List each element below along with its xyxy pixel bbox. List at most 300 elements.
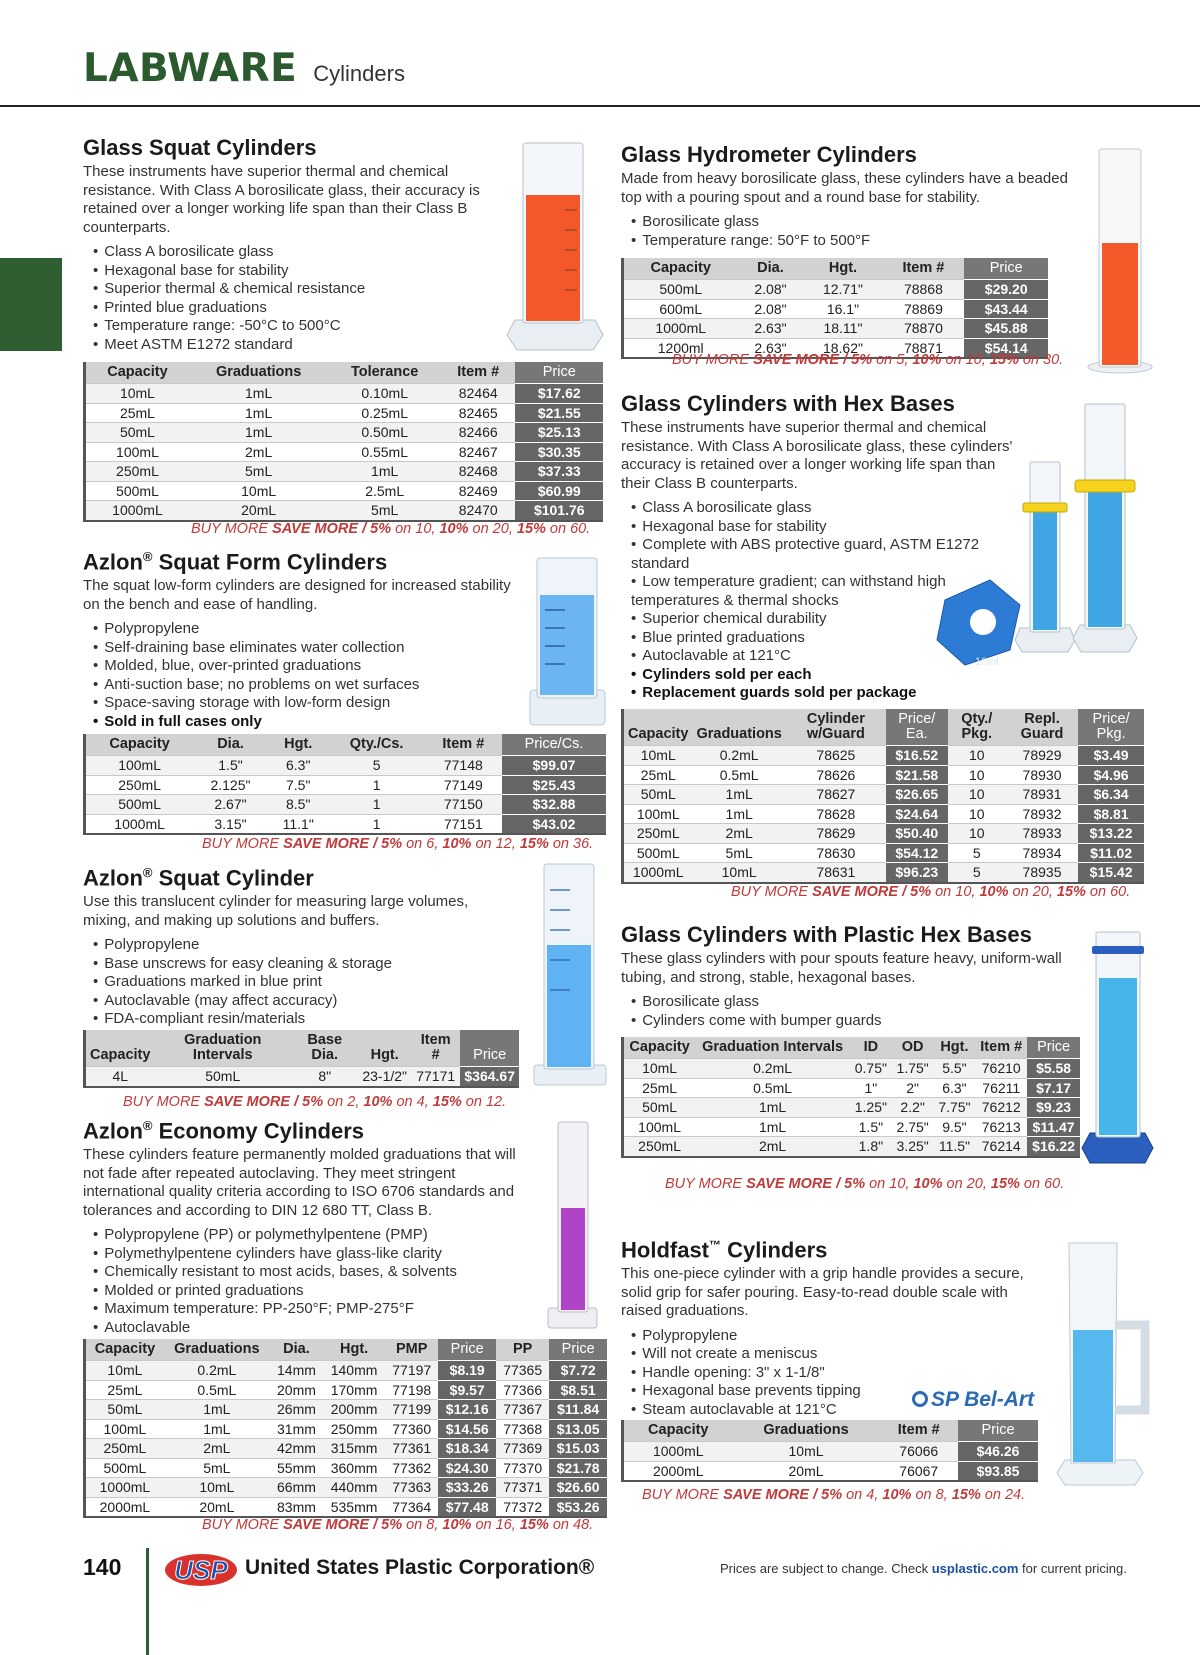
feature-item-bold: • Replacement guards sold per package [631,684,1021,703]
price-cell: $93.85 [958,1461,1038,1481]
price-each-cell: $16.52 [886,746,948,766]
table-header-row [623,258,1049,280]
dia-cell: 3.15" [193,814,268,834]
graduations-cell: 1mL [189,384,328,404]
dia-cell: 20mm [270,1380,323,1400]
feature-item: • Graduations marked in blue print [93,973,513,992]
pmp-item-cell: 77197 [385,1361,438,1381]
capacity-cell: 1000mL [623,863,693,883]
od-cell: 2.2" [892,1098,934,1118]
table-row [85,756,607,776]
price-cell: $54.14 [964,338,1048,358]
feature-item: • Polypropylene [93,620,523,639]
item-cell: 76067 [879,1461,958,1481]
website-link[interactable]: usplastic.com [931,1561,1019,1576]
item-cell: 82467 [441,442,516,462]
price-cell: $45.88 [964,319,1048,339]
section-heading: Glass Cylinders with Hex Bases [621,391,955,416]
table-row [85,1478,608,1498]
buy-more-text: BUY MORE [665,1176,747,1192]
hydrometer-section [621,142,1081,250]
col-item: Item # [879,1420,958,1442]
price-each-cell: $54.12 [886,843,948,863]
tier-text: on 4, [842,1487,883,1503]
qty-cell: 5 [948,843,1006,863]
col-pp-price: Price [549,1339,607,1361]
pmp-price-cell: $18.34 [438,1439,496,1459]
pp-item-cell: 77368 [496,1419,549,1439]
col-price: Price [964,258,1048,280]
notice-text: for current pricing. [1018,1561,1127,1576]
pp-price-cell: $21.78 [549,1458,607,1478]
dia-cell: 14mm [270,1361,323,1381]
item-cell: 82466 [441,423,516,443]
table-header-row [623,1037,1081,1059]
table-row [85,795,607,815]
buy-more-text: BUY MORE [191,521,273,537]
tier-text: on 48. [548,1517,594,1533]
dia-cell: 31mm [270,1419,323,1439]
cylinder-item-cell: 78625 [786,746,886,766]
item-cell: 78871 [882,338,964,358]
pmp-price-cell: $33.26 [438,1478,496,1498]
hgt-cell: 7.5" [268,775,329,795]
price-cell: $364.67 [460,1067,519,1087]
tier-text: on 10, [391,521,440,537]
plastic-hex-image [1080,928,1155,1168]
pmp-price-cell: $24.30 [438,1458,496,1478]
price-cell: $43.02 [502,814,606,834]
buy-more-banner [672,352,1063,368]
section-description: These glass cylinders with pour spouts feature heavy, uniform-wall tubing, and strong, stable, hexagonal bases. [621,950,1062,986]
item-cell: 76212 [975,1098,1027,1118]
item-cell: 77149 [425,775,503,795]
plastic-hex-section [621,922,1071,1030]
graduations-cell: 5mL [164,1458,270,1478]
col-price: Price [958,1420,1038,1442]
company-name: United States Plastic Corporation® [245,1556,595,1579]
section-heading: Glass Cylinders with Plastic Hex Bases [621,922,1032,947]
col-capacity: Capacity [85,362,189,384]
qty-cell: 10 [948,746,1006,766]
hex-base-image [935,400,1145,680]
table-row [623,299,1049,319]
capacity-cell: 25mL [85,1380,164,1400]
graduations-cell: 10mL [733,1442,880,1462]
cylinder-item-cell: 78630 [786,843,886,863]
capacity-cell: 100mL [85,756,194,776]
capacity-cell: 250mL [85,1439,164,1459]
item-cell: 78870 [882,319,964,339]
col-dia: Dia. [270,1339,323,1361]
pp-item-cell: 77372 [496,1497,549,1517]
notice-text: Prices are subject to change. Check [720,1561,932,1576]
feature-list [631,993,1071,1030]
tier-percent: 10% [912,352,942,368]
brand-text: SP Bel-Art [931,1388,1035,1411]
capacity-cell: 50mL [85,1400,164,1420]
tier-percent: 15% [990,1176,1020,1192]
feature-item: • Polymethylpentene cylinders have glass-like clarity [93,1245,533,1264]
feature-item: • Autoclavable [93,1319,533,1338]
col-base-dia: Base Dia. [291,1030,358,1067]
item-cell: 77150 [425,795,503,815]
col-item: Item # [975,1037,1027,1059]
hgt-cell: 11.5" [934,1137,976,1157]
graduations-cell: 10mL [692,863,785,883]
graduations-cell: 1mL [692,804,785,824]
col-hgt: Hgt. [323,1339,385,1361]
feature-item: • Base unscrews for easy cleaning & storage [93,955,513,974]
buy-more-text: BUY MORE [202,836,284,852]
qty-cell: 5 [948,863,1006,883]
col-price-pkg: Price/ Pkg. [1078,709,1144,746]
tier-text: on 10, [865,1176,914,1192]
table-row [623,1461,1039,1481]
feature-item: • Meet ASTM E1272 standard [93,336,503,355]
graduations-cell: 2mL [164,1439,270,1459]
item-cell: 77171 [411,1067,460,1087]
buy-more-text: BUY MORE [731,884,813,900]
col-graduations: Graduations [692,709,785,746]
col-capacity: Capacity [85,1030,155,1067]
col-price: Price [1027,1037,1080,1059]
tier-text: on 12, [471,836,520,852]
table-header-row [85,362,604,384]
interval-cell: 1mL [695,1117,850,1137]
buy-more-banner [191,521,590,537]
feature-item: • Autoclavable at 121°C [631,647,1021,666]
table-row [623,765,1145,785]
table-row [85,462,604,482]
tier-text: on 4, [392,1094,433,1110]
dia-cell: 66mm [270,1478,323,1498]
capacity-cell: 4L [85,1067,155,1087]
price-cell: $32.88 [502,795,606,815]
col-price: Price [460,1030,519,1067]
qty-cell: 10 [948,765,1006,785]
page-header [83,46,405,94]
logo-text: USP [174,1555,228,1585]
graduations-cell: 0.5mL [692,765,785,785]
price-each-cell: $50.40 [886,824,948,844]
cylinder-item-cell: 78631 [786,863,886,883]
hgt-cell: 315mm [323,1439,385,1459]
pmp-item-cell: 77361 [385,1439,438,1459]
id-cell: 1.25" [850,1098,892,1118]
capacity-cell: 250mL [85,462,189,482]
feature-item: • Polypropylene [631,1327,1041,1346]
table-header-row [623,709,1145,746]
capacity-cell: 1000mL [623,1442,733,1462]
cylinder-item-cell: 78626 [786,765,886,785]
feature-item: • Borosilicate glass [631,993,1071,1012]
feature-item: • Temperature range: 50°F to 500°F [631,232,1081,251]
table-row [85,1400,608,1420]
dia-cell: 2.67" [193,795,268,815]
feature-item: • Handle opening: 3" x 1-1/8" [631,1364,1041,1383]
plastic-hex-table [621,1037,1080,1158]
feature-item: • Anti-suction base; no problems on wet surfaces [93,676,523,695]
header-divider [0,105,1200,107]
cylinder-item-cell: 78627 [786,785,886,805]
section-description: These instruments have superior thermal and chemical resistance. With Class A borosilicate glass, these cylinders' accuracy is retained over a longer working life span than their Class B counterparts. [621,419,1013,492]
dia-cell: 2.08" [737,299,803,319]
hgt-cell: 360mm [323,1458,385,1478]
pmp-price-cell: $8.19 [438,1361,496,1381]
capacity-cell: 2000mL [85,1497,164,1517]
feature-item: • FDA-compliant resin/materials [93,1010,513,1029]
col-id: ID [850,1037,892,1059]
capacity-cell: 1000mL [85,1478,164,1498]
col-graduations: Graduations [164,1339,270,1361]
azlon-squat-cylinder-section [83,860,513,1029]
pp-item-cell: 77366 [496,1380,549,1400]
tier-percent: 15% [1056,884,1086,900]
hgt-cell: 250mm [323,1419,385,1439]
base-dia-cell: 8" [291,1067,358,1087]
item-cell: 82469 [441,481,516,501]
col-cylinder: Cylinder w/Guard [786,709,886,746]
tier-percent: 15% [519,836,549,852]
capacity-cell: 50mL [623,785,693,805]
feature-item: • Space-saving storage with low-form design [93,694,523,713]
dia-cell: 1.5" [193,756,268,776]
col-graduations: Graduations [733,1420,880,1442]
hgt-cell: 9.5" [934,1117,976,1137]
feature-list [631,213,1081,250]
tier-text: on 24. [980,1487,1026,1503]
feature-item: • Molded or printed graduations [93,1282,533,1301]
hgt-cell: 18.11" [804,319,883,339]
interval-cell: 0.5mL [695,1078,850,1098]
guard-label: 10ml [975,656,999,668]
price-pkg-cell: $11.02 [1078,843,1144,863]
item-cell: 76214 [975,1137,1027,1157]
col-pmp-price: Price [438,1339,496,1361]
feature-item: • Borosilicate glass [631,213,1081,232]
tolerance-cell: 0.10mL [328,384,441,404]
azlon-squat-form-image [525,550,610,730]
price-cell: $29.20 [964,280,1048,300]
side-tab [0,258,62,351]
capacity-cell: 10mL [85,1361,164,1381]
pp-item-cell: 77370 [496,1458,549,1478]
buy-more-banner [202,836,593,852]
glass-squat-table [83,362,603,522]
capacity-cell: 100mL [85,442,189,462]
tier-text: on 12. [461,1094,507,1110]
tier-percent: 15% [989,352,1019,368]
footer-divider [146,1548,149,1655]
tier-percent: 10% [442,836,472,852]
interval-cell: 2mL [695,1137,850,1157]
hgt-cell: 6.3" [934,1078,976,1098]
price-cell: $17.62 [515,384,603,404]
col-price: Price/Cs. [502,734,606,756]
hgt-cell: 5.5" [934,1059,976,1079]
brand-name: Azlon [83,865,143,891]
section-description: This one-piece cylinder with a grip handle provides a secure, solid grip for safer pouring. Easy-to-read double scale with raised graduations. [621,1265,1024,1320]
feature-item: • Polypropylene (PP) or polymethylpentene (PMP) [93,1226,533,1245]
table-row [85,1439,608,1459]
heading-text: Cylinders [721,1237,828,1263]
col-hgt: Hgt. [268,734,329,756]
table-row [623,824,1145,844]
price-cell: $25.43 [502,775,606,795]
azlon-squat-form-table [83,734,606,835]
qty-cell: 1 [329,775,425,795]
page-number: 140 [83,1554,122,1580]
pricing-notice [720,1561,1127,1576]
section-heading: Azlon® Squat Cylinder [83,865,314,891]
capacity-cell: 500mL [623,280,738,300]
section-description: Use this translucent cylinder for measuring large volumes, mixing, and making up solutions and buffers. [83,893,469,929]
tolerance-cell: 5mL [328,501,441,521]
price-cell: $99.07 [502,756,606,776]
dia-cell: 2.08" [737,280,803,300]
hex-base-table [621,709,1144,884]
table-row [85,1380,608,1400]
tier-percent: 10% [882,1487,912,1503]
pp-price-cell: $11.84 [549,1400,607,1420]
price-cell: $11.47 [1027,1117,1080,1137]
pmp-price-cell: $14.56 [438,1419,496,1439]
hydrometer-table [621,258,1048,359]
hgt-cell: 23-1/2" [358,1067,411,1087]
save-more-text: SAVE MORE / 5% [283,1517,403,1533]
pmp-item-cell: 77360 [385,1419,438,1439]
interval-cell: 50mL [154,1067,291,1087]
capacity-cell: 2000mL [623,1461,733,1481]
feature-item: • Complete with ABS protective guard, ASTM E1272 standard [631,536,1021,573]
item-cell: 82464 [441,384,516,404]
feature-item: • Hexagonal base for stability [631,518,1021,537]
col-capacity: Capacity [85,1339,164,1361]
price-pkg-cell: $3.49 [1078,746,1144,766]
tier-text: on 60. [545,521,591,537]
tier-text: on 10, [941,352,990,368]
item-cell: 76213 [975,1117,1027,1137]
table-row [623,785,1145,805]
item-cell: 78869 [882,299,964,319]
buy-more-text: BUY MORE [672,352,754,368]
buy-more-banner [123,1094,506,1110]
price-cell: $25.13 [515,423,603,443]
table-row [85,1419,608,1439]
pp-price-cell: $26.60 [549,1478,607,1498]
col-tolerance: Tolerance [328,362,441,384]
feature-item: • Cylinders come with bumper guards [631,1012,1071,1031]
tier-text: on 20, [1008,884,1057,900]
table-header-row [85,734,607,756]
qty-cell: 5 [329,756,425,776]
dia-cell: 55mm [270,1458,323,1478]
pmp-item-cell: 77364 [385,1497,438,1517]
price-cell: $9.23 [1027,1098,1080,1118]
capacity-cell: 500mL [85,1458,164,1478]
price-each-cell: $96.23 [886,863,948,883]
col-item: Item # [441,362,516,384]
graduations-cell: 1mL [189,423,328,443]
tier-text: on 5, [872,352,913,368]
capacity-cell: 25mL [623,1078,696,1098]
tolerance-cell: 0.25mL [328,403,441,423]
col-qty: Qty./Cs. [329,734,425,756]
holdfast-table [621,1420,1038,1482]
brand-name: Holdfast [621,1237,709,1263]
save-more-text: SAVE MORE / 5% [723,1487,843,1503]
usp-logo [164,1552,239,1588]
tier-percent: 15% [951,1487,981,1503]
graduations-cell: 10mL [189,481,328,501]
feature-item: • Polypropylene [93,936,513,955]
section-heading: Azlon® Economy Cylinders [83,1118,364,1144]
id-cell: 1.8" [850,1137,892,1157]
capacity-cell: 500mL [623,843,693,863]
col-graduation-intervals: Graduation Intervals [154,1030,291,1067]
tier-text: on 2, [323,1094,364,1110]
feature-item: • Will not create a meniscus [631,1345,1041,1364]
item-cell: 77151 [425,814,503,834]
pp-price-cell: $53.26 [549,1497,607,1517]
save-more-text: SAVE MORE / 5% [746,1176,866,1192]
qty-cell: 1 [329,795,425,815]
heading-text: Economy Cylinders [152,1118,364,1144]
price-cell: $5.58 [1027,1059,1080,1079]
graduations-cell: 5mL [692,843,785,863]
tolerance-cell: 1mL [328,462,441,482]
hgt-cell: 8.5" [268,795,329,815]
section-title: LABWARE [83,46,298,91]
feature-item: • Superior thermal & chemical resistance [93,280,503,299]
table-header-row [623,1420,1039,1442]
price-each-cell: $21.58 [886,765,948,785]
price-cell: $46.26 [958,1442,1038,1462]
feature-item: • Superior chemical durability [631,610,1021,629]
pmp-price-cell: $12.16 [438,1400,496,1420]
save-more-text: SAVE MORE / 5% [812,884,932,900]
price-each-cell: $26.65 [886,785,948,805]
feature-list [93,936,513,1029]
col-capacity: Capacity [623,1420,733,1442]
table-row [85,814,607,834]
col-qty-pkg: Qty./ Pkg. [948,709,1006,746]
col-capacity: Capacity [623,709,693,746]
pmp-item-cell: 77363 [385,1478,438,1498]
price-cell: $7.17 [1027,1078,1080,1098]
feature-item: • Hexagonal base for stability [93,262,503,281]
graduations-cell: 0.2mL [164,1361,270,1381]
tier-text: on 16, [471,1517,520,1533]
qty-cell: 10 [948,824,1006,844]
feature-item: • Self-draining base eliminates water collection [93,639,523,658]
interval-cell: 0.2mL [695,1059,850,1079]
tier-percent: 10% [363,1094,393,1110]
item-cell: 78868 [882,280,964,300]
pp-item-cell: 77365 [496,1361,549,1381]
table-row [623,863,1145,883]
table-row [85,442,604,462]
feature-item: • Steam autoclavable at 121°C [631,1401,1041,1420]
table-row [623,1078,1081,1098]
feature-item-bold: • Sold in full cases only [93,713,523,732]
hgt-cell: 18.62" [804,338,883,358]
qty-cell: 10 [948,785,1006,805]
price-cell: $101.76 [515,501,603,521]
price-cell: $21.55 [515,403,603,423]
guard-item-cell: 78934 [1006,843,1078,863]
